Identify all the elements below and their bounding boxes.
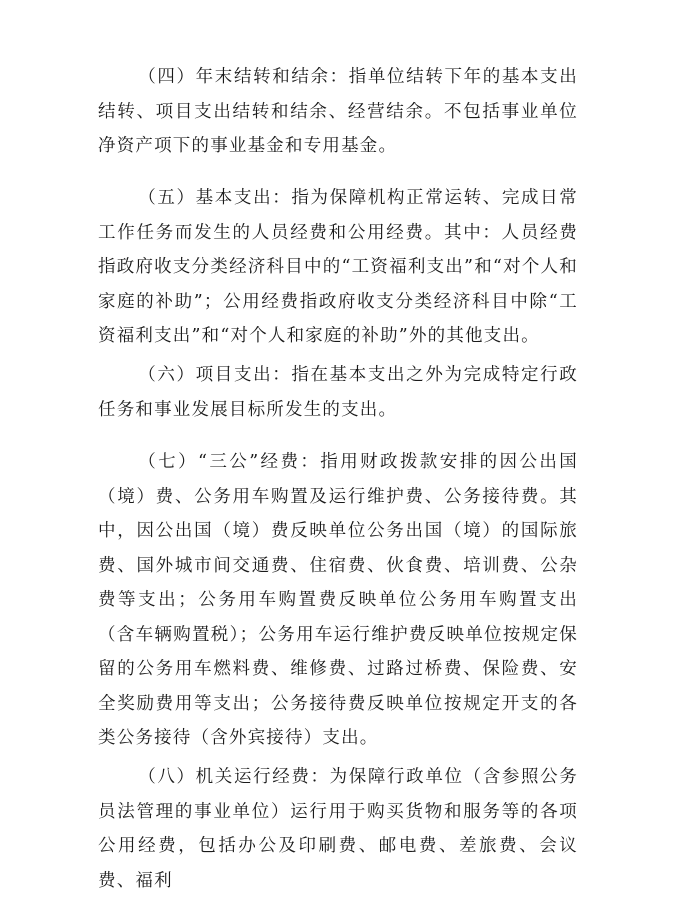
paragraph-operating-expenses: （八）机关运行经费：为保障行政单位（含参照公务员法管理的事业单位）运行用于购买货物和服务等的各项公用经费，包括办公及印刷费、邮电费、差旅费、会议费、福利 xyxy=(98,767,578,891)
paragraph-year-end-balance: （四）年末结转和结余：指单位结转下年的基本支出结转、项目支出结转和结余、经营结余。不包括事业单位净资产项下的事业基金和专用基金。 xyxy=(98,67,578,156)
paragraph-project-expenditure: （六）项目支出：指在基本支出之外为完成特定行政任务和事业发展目标所发生的支出。 xyxy=(98,365,578,420)
paragraph-three-public-expenses: （七）“三公”经费：指用财政拨款安排的因公出国（境）费、公务用车购置及运行维护费、公务接待费。其中，因公出国（境）费反映单位公务出国（境）的国际旅费、国外城市间交通费、住宿费、伙食费、培训费、公杂费等支出；公务用车购置费反映单位公务用车购置支出（含车辆购置税）；公务用车运行维护费反映单位按规定保留的公务用车燃料费、维修费、过路过桥费、保险费、安全奖励费用等支出；公务接待费反映单位按规定开支的各类公务接待（含外宾接待）支出。 xyxy=(98,452,578,748)
paragraph-basic-expenditure: （五）基本支出：指为保障机构正常运转、完成日常工作任务而发生的人员经费和公用经费。其中：人员经费指政府收支分类经济科目中的“工资福利支出”和“对个人和家庭的补助”；公用经费指政府收支分类经济科目中除“工资福利支出”和“对个人和家庭的补助”外的其他支出。 xyxy=(98,188,578,346)
